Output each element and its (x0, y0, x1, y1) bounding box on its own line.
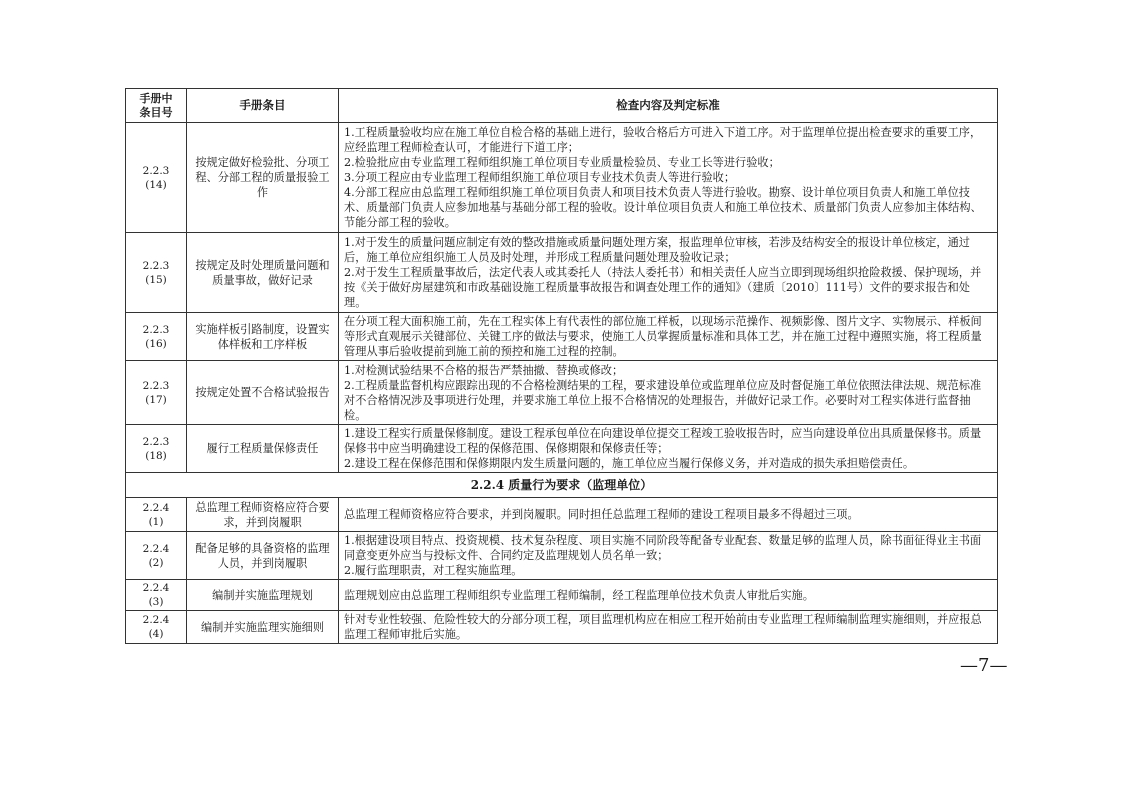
table-row (126, 361, 998, 425)
table-row (126, 425, 998, 473)
content-line: 2.建设工程在保修范围和保修期限内发生质量问题的，施工单位应当履行保修义务，并对造成的损失承担赔偿责任。 (344, 457, 915, 470)
content-line: 1.建设工程实行质量保修制度。建设工程承包单位在向建设单位提交工程竣工验收报告时，应当向建设单位出具质量保修书。质量保修书中应当明确建设工程的保修范围、保修期限和保修责任等； (344, 427, 982, 455)
row-content (339, 498, 998, 532)
row-code-section: 2.2.4 (142, 542, 170, 555)
content-line: 1.对于发生的质量问题应制定有效的整改措施或质量问题处理方案，报监理单位审核，若涉及结构安全的报设计单位核定，通过后，施工单位应组织施工人员及时处理，并形成工程质量问题处理及验收记录； (344, 236, 970, 264)
row-code (126, 361, 187, 425)
table-row (126, 580, 998, 611)
row-item: 按规定做好检验批、分项工程、分部工程的质量报验工作 (187, 123, 339, 233)
table-row (126, 123, 998, 233)
content-line: 2.检验批应由专业监理工程师组织施工单位项目专业质量检验员、专业工长等进行验收； (344, 156, 780, 169)
row-code-number: (14) (145, 178, 167, 191)
table-row (126, 313, 998, 361)
row-code (126, 611, 187, 644)
row-code-section: 2.2.4 (142, 582, 170, 594)
row-code (126, 532, 187, 580)
row-code-section: 2.2.4 (142, 614, 170, 626)
row-content (339, 611, 998, 644)
row-content (339, 361, 998, 425)
content-line: 2.履行监理职责，对工程实施监理。 (344, 564, 523, 577)
table-body-a (126, 123, 998, 473)
row-code-section: 2.2.3 (142, 379, 170, 392)
row-item: 按规定及时处理质量问题和质量事故，做好记录 (187, 233, 339, 313)
row-content (339, 425, 998, 473)
row-code-number: (2) (148, 556, 164, 569)
row-code-section: 2.2.3 (142, 323, 170, 336)
row-content (339, 532, 998, 580)
row-item: 实施样板引路制度，设置实体样板和工序样板 (187, 313, 339, 361)
header-content: 检查内容及判定标准 (339, 89, 998, 123)
content-line: 3.分项工程应由专业监理工程师组织施工单位项目专业技术负责人等进行验收； (344, 171, 736, 184)
table-row (126, 611, 998, 644)
row-code (126, 498, 187, 532)
row-item: 按规定处置不合格试验报告 (187, 361, 339, 425)
row-item: 配备足够的具备资格的监理人员，并到岗履职 (187, 532, 339, 580)
inspection-table (125, 88, 998, 644)
row-code-section: 2.2.3 (142, 435, 170, 448)
row-code-number: (4) (148, 628, 164, 640)
content-line: 2.工程质量监督机构应跟踪出现的不合格检测结果的工程，要求建设单位或监理单位应及时督促施工单位依照法律法规、规范标准对不合格情况涉及事项进行处理，并要求施工单位上报不合格情况的处理报告，并做好记录工作。必要时对工程实体进行监督抽检。 (344, 378, 982, 422)
row-code-number: (17) (145, 393, 167, 406)
row-code-number: (3) (148, 596, 164, 608)
row-content (339, 123, 998, 233)
row-code-number: (1) (148, 515, 164, 528)
row-code-section: 2.2.3 (142, 259, 170, 272)
table-body-b (126, 498, 998, 644)
row-item: 编制并实施监理实施细则 (187, 611, 339, 644)
row-code-number: (15) (145, 273, 167, 286)
table-row (126, 498, 998, 532)
content-line: 2.对于发生工程质量事故后，法定代表人或其委托人（持法人委托书）和相关责任人应当立即到现场组织抢险救援、保护现场，并按《关于做好房屋建筑和市政基础设施工程质量事故报告和调查处理工作的通知》（建质〔2010〕111号）文件的要求报告和处理。 (344, 266, 982, 309)
content-line: 4.分部工程应由总监理工程师组织施工单位项目负责人和项目技术负责人等进行验收。勘察、设计单位项目负责人和施工单位技术、质量部门负责人应参加地基与基础分部工程的验收。设计单位项目负责人和施工单位技术、质量部门负责人应参加主体结构、节能分部工程的验收。 (344, 186, 982, 229)
header-code: 手册中条目号 (126, 89, 187, 123)
row-content (339, 313, 998, 361)
row-code (126, 580, 187, 611)
section-title: 2.2.4 质量行为要求（监理单位） (126, 473, 998, 498)
row-code-number: (18) (145, 449, 167, 462)
section-row (126, 473, 998, 498)
page-number: —7— (960, 655, 1008, 676)
row-code-section: 2.2.4 (142, 501, 170, 514)
row-code (126, 425, 187, 473)
row-code (126, 233, 187, 313)
row-item: 履行工程质量保修责任 (187, 425, 339, 473)
row-content (339, 580, 998, 611)
table-header-row (126, 89, 998, 123)
header-item: 手册条目 (187, 89, 339, 123)
content-line: 1.根据建设项目特点、投资规模、技术复杂程度、项目实施不同阶段等配备专业配套、数量足够的监理人员，除书面征得业主书面同意变更外应当与投标文件、合同约定及监理规划人员名单一致； (344, 534, 982, 562)
row-item: 编制并实施监理规划 (187, 580, 339, 611)
table-row (126, 532, 998, 580)
content-line: 监理规划应由总监理工程师组织专业监理工程师编制，经工程监理单位技术负责人审批后实施。 (344, 588, 814, 602)
row-code (126, 313, 187, 361)
row-code (126, 123, 187, 233)
content-line: 1.工程质量验收均应在施工单位自检合格的基础上进行，验收合格后方可进入下道工序。对于监理单位提出检查要求的重要工序，应经监理工程师检查认可，才能进行下道工序； (344, 126, 982, 154)
content-line: 针对专业性较强、危险性较大的分部分项工程，项目监理机构应在相应工程开始前由专业监理工程师编制监理实施细则，并应报总监理工程师审批后实施。 (344, 613, 982, 641)
content-line: 在分项工程大面积施工前，先在工程实体上有代表性的部位施工样板，以现场示范操作、视频影像、图片文字、实物展示、样板间等形式直观展示关键部位、关键工序的做法与要求，使施工人员掌握质量标准和具体工艺，并在施工过程中遵照实施，将工程质量管理从事后验收提前到施工前的预控和施工过程的控制。 (344, 315, 982, 358)
content-line: 总监理工程师资格应符合要求，并到岗履职。同时担任总监理工程师的建设工程项目最多不得超过三项。 (344, 508, 859, 521)
table-row (126, 233, 998, 313)
content-line: 1.对检测试验结果不合格的报告严禁抽撤、替换或修改； (344, 363, 624, 377)
row-code-section: 2.2.3 (142, 164, 170, 177)
row-content (339, 233, 998, 313)
row-item: 总监理工程师资格应符合要求，并到岗履职 (187, 498, 339, 532)
row-code-number: (16) (145, 337, 167, 350)
